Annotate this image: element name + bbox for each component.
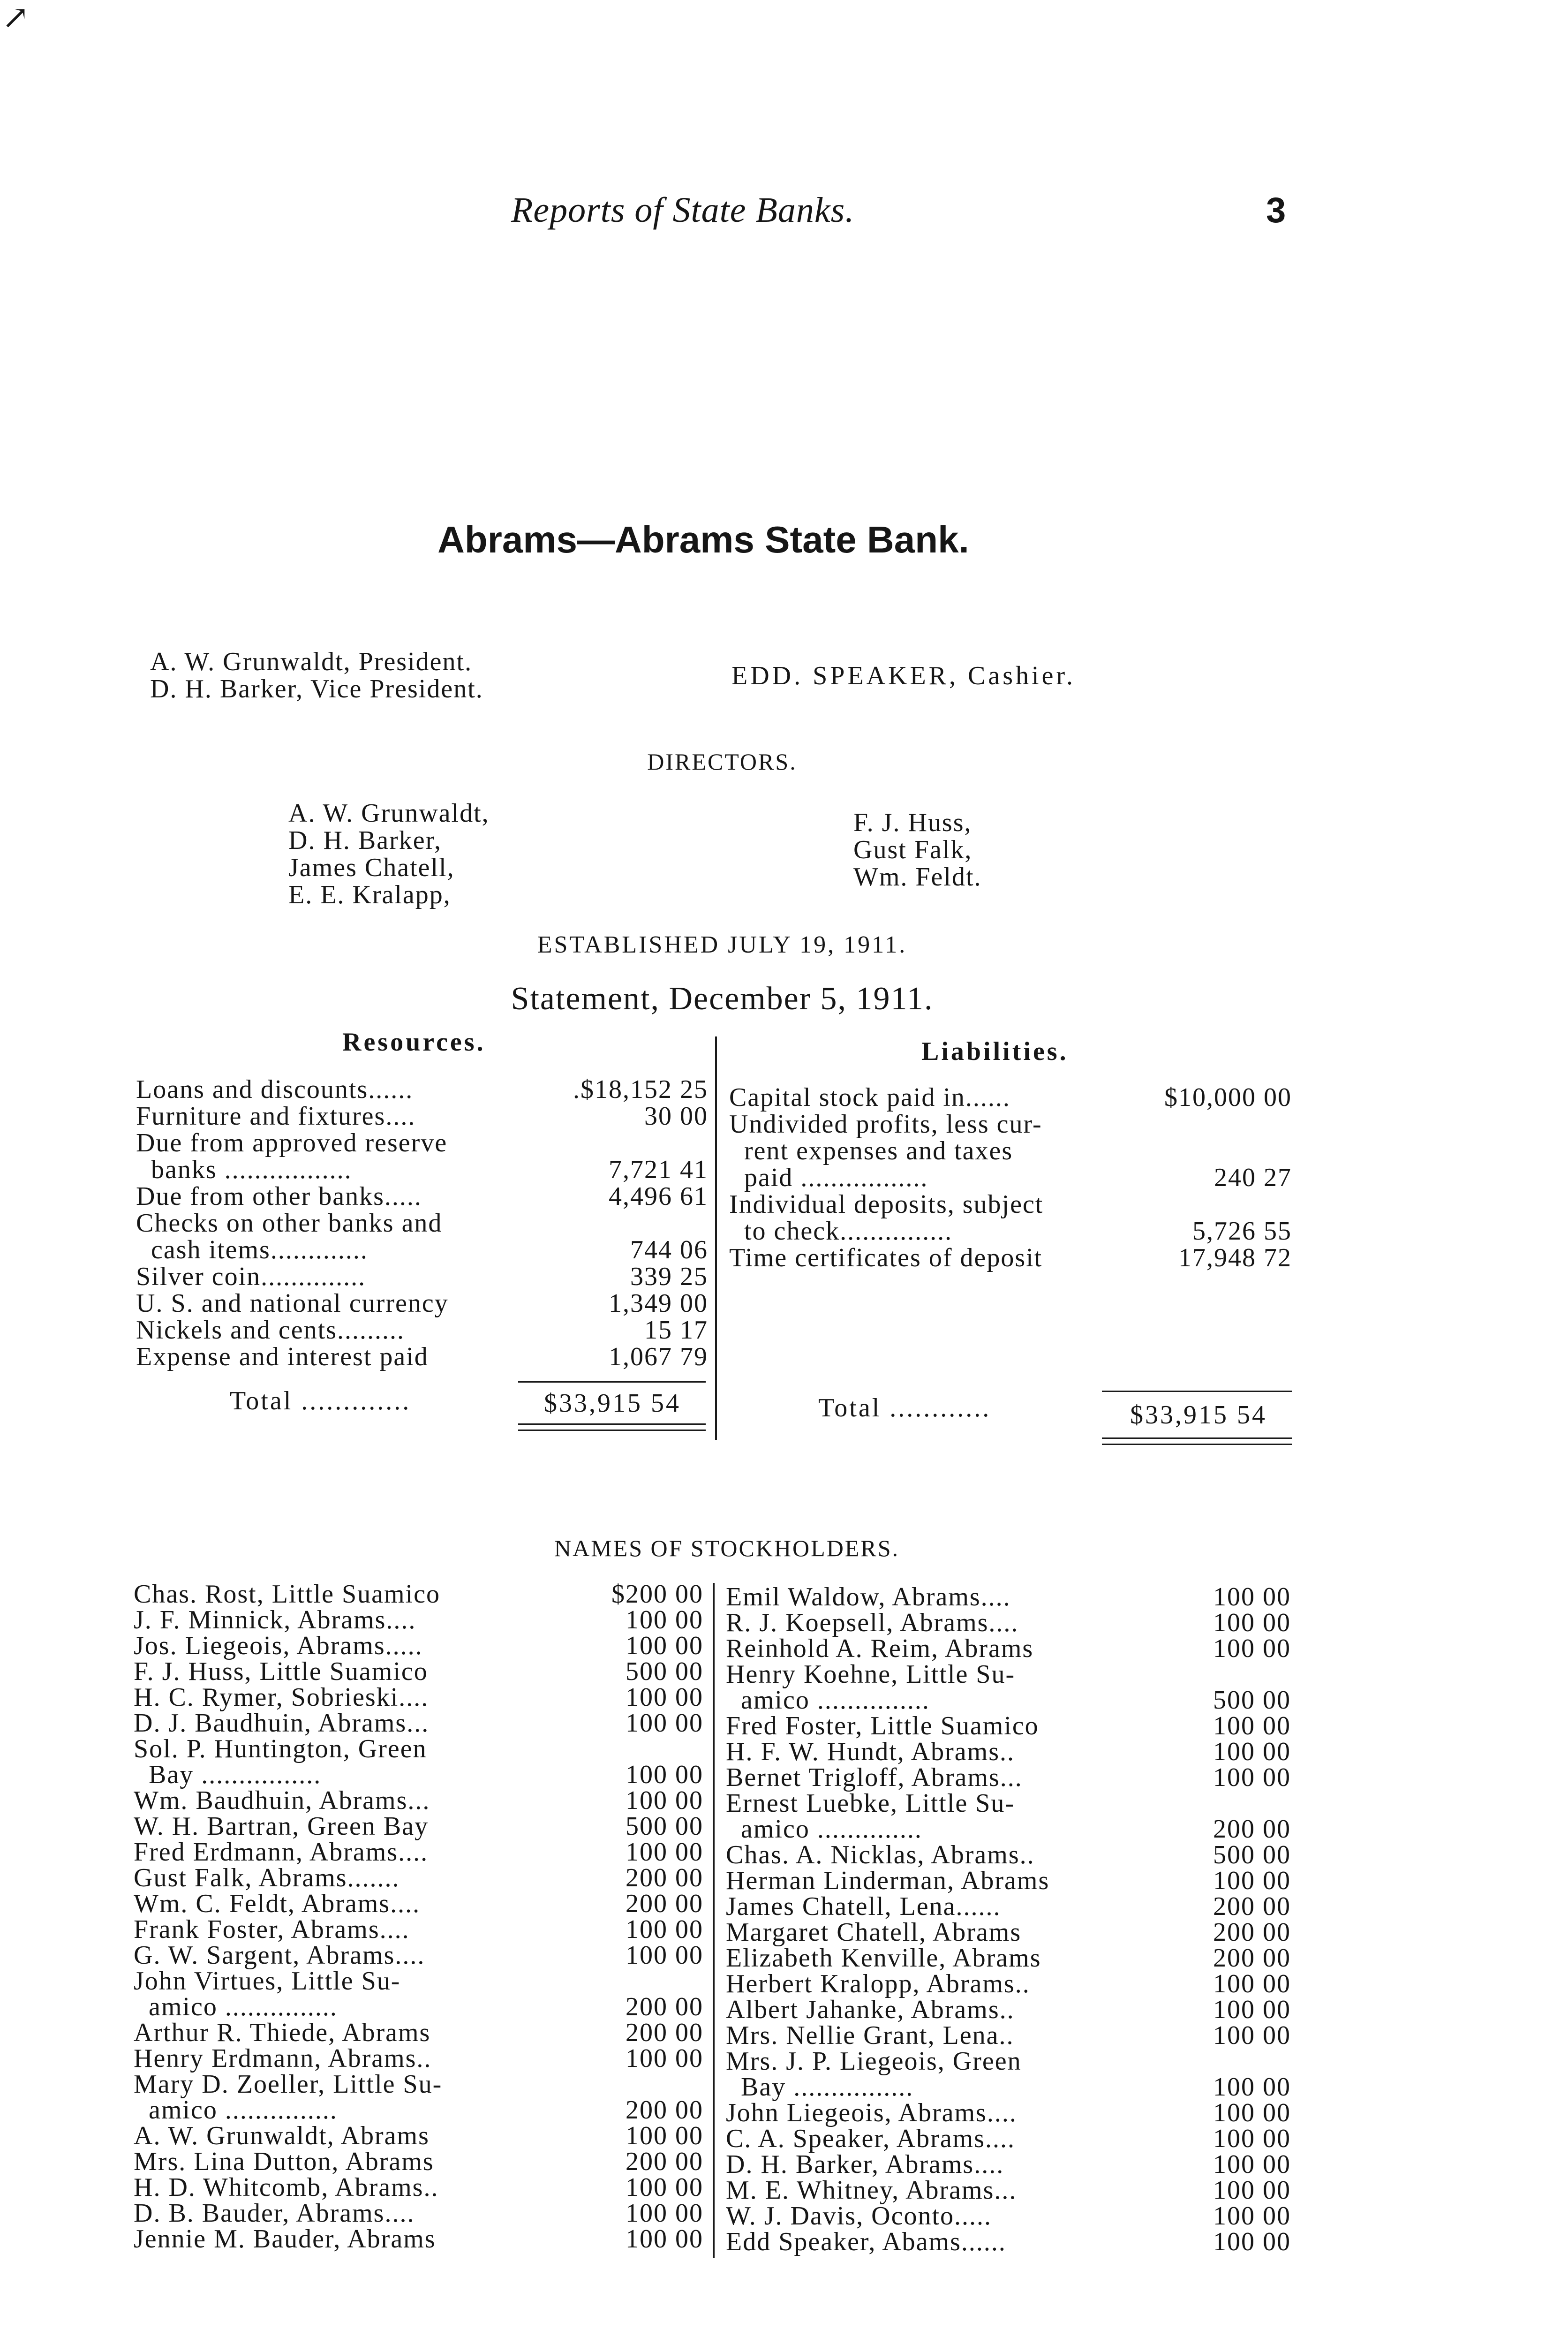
stockholder-name: Henry Koehne, Little Su- <box>726 1660 1016 1689</box>
statement-column-divider <box>715 1036 717 1440</box>
resource-label: Nickels and cents......... <box>136 1316 405 1345</box>
officer-vice-president: D. H. Barker, Vice President. <box>150 674 483 704</box>
resources-total-rule-top <box>518 1381 706 1383</box>
stockholder-row <box>134 1839 703 1865</box>
stockholder-name: Wm. C. Feldt, Abrams.... <box>134 1889 421 1918</box>
resource-label: Loans and discounts...... <box>136 1075 414 1104</box>
stockholder-row <box>726 2074 1291 2100</box>
stockholder-amount: 100 00 <box>1213 2124 1291 2153</box>
stockholder-row <box>134 1943 703 1968</box>
liabilities-total-double-rule <box>1102 1444 1292 1445</box>
resources-total: $33,915 54 <box>544 1389 681 1418</box>
director-name: A. W. Grunwaldt, <box>288 799 490 828</box>
stockholder-name: H. D. Whitcomb, Abrams.. <box>134 2173 439 2202</box>
stockholder-name: Reinhold A. Reim, Abrams <box>726 1634 1034 1663</box>
resources-heading: Resources. <box>342 1028 486 1057</box>
stockholder-name: John Liegeois, Abrams.... <box>726 2098 1017 2127</box>
stockholder-amount: 100 00 <box>1213 2227 1291 2256</box>
stockholder-amount: 100 00 <box>1213 2021 1291 2050</box>
liability-amount: 17,948 72 <box>1178 1243 1292 1272</box>
stockholder-name: Emil Waldow, Abrams.... <box>726 1582 1011 1611</box>
stockholder-name: Herbert Kralopp, Abrams.. <box>726 1969 1030 1998</box>
resource-amount: 339 25 <box>630 1262 708 1291</box>
resource-label: cash items............. <box>136 1235 368 1264</box>
stockholder-row <box>726 1842 1291 1868</box>
stockholder-row <box>726 2203 1291 2229</box>
stockholders-heading: NAMES OF STOCKHOLDERS. <box>554 1535 900 1561</box>
stockholder-row <box>726 1920 1291 1945</box>
stockholder-row <box>726 1997 1291 2023</box>
stockholder-amount: $200 00 <box>611 1580 703 1609</box>
stockholder-amount: 100 00 <box>1213 2176 1291 2205</box>
stockholder-amount: 100 00 <box>626 1786 703 1815</box>
stockholder-name: Fred Foster, Little Suamico <box>726 1711 1039 1740</box>
liabilities-total-label: Total ............ <box>818 1393 991 1422</box>
liabilities-heading: Liabilities. <box>921 1037 1069 1066</box>
stockholder-amount: 200 00 <box>1213 1918 1291 1947</box>
established-date: ESTABLISHED JULY 19, 1911. <box>537 931 907 958</box>
stockholder-name: Herman Linderman, Abrams <box>726 1866 1050 1895</box>
stockholder-row <box>726 2152 1291 2178</box>
resource-label: Due from approved reserve <box>136 1128 448 1157</box>
liability-row <box>729 1084 1292 1111</box>
stockholders-column-divider <box>713 1583 715 2258</box>
stockholder-amount: 100 00 <box>1213 1995 1291 2024</box>
stockholder-amount: 200 00 <box>626 2018 703 2047</box>
resource-row <box>136 1130 708 1157</box>
stockholder-name: Bay ................ <box>726 2073 914 2102</box>
liabilities-total-double-rule <box>1102 1437 1292 1439</box>
resource-row <box>136 1290 708 1317</box>
stockholder-row <box>726 1971 1291 1997</box>
stockholder-amount: 100 00 <box>1213 1969 1291 1998</box>
resource-row <box>136 1210 708 1237</box>
directors-right-column <box>853 809 982 891</box>
stockholder-row <box>726 1868 1291 1894</box>
stockholder-name: Fred Erdmann, Abrams.... <box>134 1838 429 1867</box>
stockholder-amount: 200 00 <box>626 2147 703 2176</box>
stockholder-name: Chas. Rost, Little Suamico <box>134 1580 440 1609</box>
liabilities-total: $33,915 54 <box>1130 1400 1267 1430</box>
stockholder-amount: 200 00 <box>1213 1815 1291 1844</box>
resource-amount: 30 00 <box>644 1102 708 1131</box>
stockholder-name: H. F. W. Hundt, Abrams.. <box>726 1737 1015 1766</box>
resource-row <box>136 1183 708 1210</box>
stockholder-name: Chas. A. Nicklas, Abrams.. <box>726 1840 1035 1869</box>
stockholders-left-list <box>134 1581 703 2252</box>
stockholder-row <box>726 1816 1291 1842</box>
stockholder-amount: 500 00 <box>626 1812 703 1841</box>
stockholder-row <box>134 2226 703 2252</box>
liability-label: Capital stock paid in...... <box>729 1083 1010 1112</box>
resource-row <box>136 1263 708 1290</box>
stockholder-name: Bernet Trigloff, Abrams... <box>726 1763 1023 1792</box>
resources-total-double-rule <box>518 1430 706 1431</box>
stockholder-row <box>726 2229 1291 2255</box>
resource-amount: 1,349 00 <box>609 1289 708 1318</box>
director-name: Gust Falk, <box>853 835 972 864</box>
resource-label: Expense and interest paid <box>136 1342 429 1371</box>
resource-amount: 1,067 79 <box>609 1342 708 1371</box>
resource-row <box>136 1157 708 1183</box>
stockholder-row <box>726 1636 1291 1662</box>
director-name: James Chatell, <box>288 853 455 882</box>
stockholder-row <box>726 2178 1291 2203</box>
stockholder-name: Gust Falk, Abrams....... <box>134 1863 400 1892</box>
resource-amount: 4,496 61 <box>609 1182 708 1211</box>
stockholder-amount: 500 00 <box>626 1657 703 1686</box>
liability-row <box>729 1191 1292 1218</box>
resource-amount: 15 17 <box>644 1316 708 1345</box>
stockholder-row <box>134 2123 703 2149</box>
officer-cashier: EDD. SPEAKER, Cashier. <box>731 661 1076 690</box>
stockholder-row <box>134 2020 703 2046</box>
liability-label: to check............... <box>729 1217 953 1246</box>
stockholder-row <box>134 2149 703 2175</box>
stockholder-row <box>726 2100 1291 2126</box>
stockholder-name: Elizabeth Kenville, Abrams <box>726 1944 1041 1973</box>
stockholder-amount: 200 00 <box>1213 1892 1291 1921</box>
stockholder-row <box>134 1607 703 1633</box>
liability-row <box>729 1111 1292 1138</box>
resource-label: Silver coin.............. <box>136 1262 366 1291</box>
stockholder-row <box>134 2201 703 2226</box>
stockholder-name: F. J. Huss, Little Suamico <box>134 1657 428 1686</box>
stockholder-amount: 100 00 <box>626 1760 703 1789</box>
stockholder-row <box>726 1739 1291 1765</box>
stockholder-amount: 100 00 <box>626 1941 703 1970</box>
stockholder-row <box>726 1945 1291 1971</box>
liability-label: Individual deposits, subject <box>729 1190 1044 1219</box>
stockholder-amount: 100 00 <box>1213 1866 1291 1895</box>
stockholder-name: Mary D. Zoeller, Little Su- <box>134 2070 443 2099</box>
statement-heading: Statement, December 5, 1911. <box>511 981 934 1017</box>
director-name: D. H. Barker, <box>288 826 442 855</box>
resource-label: Furniture and fixtures.... <box>136 1102 416 1131</box>
stockholder-amount: 100 00 <box>626 2121 703 2150</box>
page-corner-mark: ↗ <box>2 0 30 36</box>
stockholder-amount: 100 00 <box>1213 2201 1291 2231</box>
stockholder-row <box>134 1891 703 1917</box>
stockholder-name: Wm. Baudhuin, Abrams... <box>134 1786 430 1815</box>
liability-amount: 5,726 55 <box>1192 1217 1292 1246</box>
liability-amount: $10,000 00 <box>1164 1083 1292 1112</box>
stockholder-name: amico .............. <box>726 1815 922 1844</box>
stockholder-amount: 100 00 <box>1213 1763 1291 1792</box>
stockholder-row <box>726 1662 1291 1687</box>
stockholder-name: D. H. Barker, Abrams.... <box>726 2150 1004 2179</box>
stockholder-name: amico ............... <box>134 1992 338 2021</box>
stockholder-row <box>726 1765 1291 1791</box>
director-name: E. E. Kralapp, <box>288 880 451 909</box>
stockholders-right-list <box>726 1584 1291 2255</box>
liability-row <box>729 1218 1292 1245</box>
stockholder-name: James Chatell, Lena...... <box>726 1892 1001 1921</box>
stockholder-amount: 100 00 <box>626 2173 703 2202</box>
stockholder-amount: 100 00 <box>626 2224 703 2254</box>
resource-label: Due from other banks..... <box>136 1182 422 1211</box>
stockholder-row <box>726 1584 1291 1610</box>
stockholder-name: R. J. Koepsell, Abrams.... <box>726 1608 1019 1637</box>
stockholder-row <box>134 1710 703 1736</box>
stockholder-row <box>134 1736 703 1762</box>
bank-title: Abrams—Abrams State Bank. <box>437 519 969 560</box>
stockholder-row <box>726 2023 1291 2049</box>
stockholder-amount: 100 00 <box>1213 1711 1291 1740</box>
stockholder-name: Margaret Chatell, Abrams <box>726 1918 1022 1947</box>
liabilities-total-rule-top <box>1102 1391 1292 1392</box>
resources-list <box>136 1076 708 1370</box>
stockholder-name: Mrs. Nellie Grant, Lena.. <box>726 2021 1014 2050</box>
stockholder-amount: 200 00 <box>626 2095 703 2125</box>
page-number: 3 <box>1266 190 1286 230</box>
stockholder-amount: 500 00 <box>1213 1686 1291 1715</box>
director-name: F. J. Huss, <box>853 808 972 837</box>
resource-row <box>136 1344 708 1370</box>
stockholder-name: Frank Foster, Abrams.... <box>134 1915 410 1944</box>
stockholder-row <box>134 1788 703 1814</box>
officer-president: A. W. Grunwaldt, President. <box>150 647 473 676</box>
stockholder-name: A. W. Grunwaldt, Abrams <box>134 2121 430 2150</box>
stockholder-amount: 100 00 <box>626 1838 703 1867</box>
stockholder-row <box>726 1894 1291 1920</box>
stockholder-row <box>134 2175 703 2201</box>
resources-total-label: Total ............. <box>230 1386 411 1415</box>
stockholder-name: C. A. Speaker, Abrams.... <box>726 2124 1016 2153</box>
director-name: Wm. Feldt. <box>853 862 982 892</box>
stockholder-amount: 100 00 <box>626 2044 703 2073</box>
directors-heading: DIRECTORS. <box>647 749 797 775</box>
stockholder-amount: 100 00 <box>626 1709 703 1738</box>
stockholder-amount: 100 00 <box>626 2199 703 2228</box>
resource-label: banks ................. <box>136 1155 352 1184</box>
stockholder-name: Jennie M. Bauder, Abrams <box>134 2224 436 2254</box>
stockholder-amount: 200 00 <box>626 1992 703 2021</box>
resource-amount: .$18,152 25 <box>573 1075 708 1104</box>
resource-label: Checks on other banks and <box>136 1209 443 1238</box>
stockholder-row <box>726 1791 1291 1816</box>
stockholder-name: D. B. Bauder, Abrams.... <box>134 2199 415 2228</box>
resource-label: U. S. and national currency <box>136 1289 449 1318</box>
stockholder-row <box>134 1994 703 2020</box>
stockholder-row <box>134 1762 703 1788</box>
directors-left-column <box>288 800 490 908</box>
stockholder-row <box>134 1814 703 1839</box>
stockholder-name: H. C. Rymer, Sobrieski.... <box>134 1683 429 1712</box>
liability-label: Time certificates of deposit <box>729 1243 1043 1272</box>
resource-amount: 7,721 41 <box>609 1155 708 1184</box>
stockholder-name: W. H. Bartran, Green Bay <box>134 1812 429 1841</box>
liabilities-list <box>729 1084 1292 1271</box>
stockholder-name: Henry Erdmann, Abrams.. <box>134 2044 432 2073</box>
stockholder-name: amico ............... <box>134 2095 338 2125</box>
stockholder-amount: 200 00 <box>1213 1944 1291 1973</box>
stockholder-amount: 100 00 <box>1213 2098 1291 2127</box>
stockholder-amount: 100 00 <box>1213 1582 1291 1611</box>
stockholder-name: Mrs. J. P. Liegeois, Green <box>726 2047 1022 2076</box>
stockholder-row <box>726 1687 1291 1713</box>
stockholder-row <box>726 2049 1291 2074</box>
resource-amount: 744 06 <box>630 1235 708 1264</box>
stockholder-amount: 100 00 <box>1213 1737 1291 1766</box>
stockholder-name: amico ............... <box>726 1686 930 1715</box>
stockholder-name: Albert Jahanke, Abrams.. <box>726 1995 1015 2024</box>
stockholder-amount: 100 00 <box>626 1915 703 1944</box>
stockholder-amount: 500 00 <box>1213 1840 1291 1869</box>
resource-row <box>136 1237 708 1263</box>
stockholder-row <box>134 2072 703 2097</box>
stockholder-amount: 100 00 <box>1213 1608 1291 1637</box>
stockholder-name: J. F. Minnick, Abrams.... <box>134 1605 416 1634</box>
stockholder-name: W. J. Davis, Oconto..... <box>726 2201 992 2231</box>
stockholder-name: Edd Speaker, Abams...... <box>726 2227 1006 2256</box>
stockholder-row <box>134 1581 703 1607</box>
stockholder-amount: 100 00 <box>626 1683 703 1712</box>
running-header-title: Reports of State Banks. <box>511 190 855 230</box>
stockholder-name: Sol. P. Huntington, Green <box>134 1734 427 1763</box>
resource-row <box>136 1076 708 1103</box>
liability-amount: 240 27 <box>1214 1163 1292 1192</box>
stockholder-name: Arthur R. Thiede, Abrams <box>134 2018 431 2047</box>
stockholder-row <box>134 1685 703 1710</box>
stockholder-name: Ernest Luebke, Little Su- <box>726 1789 1015 1818</box>
stockholder-name: Mrs. Lina Dutton, Abrams <box>134 2147 434 2176</box>
stockholder-row <box>134 1917 703 1943</box>
stockholder-row <box>726 2126 1291 2152</box>
officers-left <box>150 648 483 703</box>
liability-label: Undivided profits, less cur- <box>729 1110 1042 1139</box>
stockholder-amount: 200 00 <box>626 1863 703 1892</box>
stockholder-row <box>134 1865 703 1891</box>
stockholder-name: Bay ................ <box>134 1760 322 1789</box>
resource-row <box>136 1103 708 1130</box>
stockholder-name: M. E. Whitney, Abrams... <box>726 2176 1017 2205</box>
stockholder-amount: 100 00 <box>1213 2073 1291 2102</box>
stockholder-row <box>134 2046 703 2072</box>
liability-row <box>729 1245 1292 1271</box>
stockholder-name: Jos. Liegeois, Abrams..... <box>134 1631 423 1660</box>
stockholder-amount: 100 00 <box>1213 1634 1291 1663</box>
stockholder-row <box>134 1968 703 1994</box>
resources-total-double-rule <box>518 1423 706 1425</box>
stockholder-name: John Virtues, Little Su- <box>134 1967 401 1996</box>
stockholder-row <box>134 2097 703 2123</box>
stockholder-row <box>726 1713 1291 1739</box>
stockholder-amount: 100 00 <box>626 1605 703 1634</box>
stockholder-row <box>134 1659 703 1685</box>
stockholder-amount: 100 00 <box>626 1631 703 1660</box>
liability-label: rent expenses and taxes <box>729 1136 1013 1165</box>
stockholder-row <box>134 1633 703 1659</box>
liability-row <box>729 1138 1292 1165</box>
stockholder-amount: 200 00 <box>626 1889 703 1918</box>
stockholder-row <box>726 1610 1291 1636</box>
stockholder-name: D. J. Baudhuin, Abrams... <box>134 1709 430 1738</box>
stockholder-amount: 100 00 <box>1213 2150 1291 2179</box>
liability-row <box>729 1165 1292 1191</box>
liability-label: paid ................. <box>729 1163 928 1192</box>
resource-row <box>136 1317 708 1344</box>
stockholder-name: G. W. Sargent, Abrams.... <box>134 1941 425 1970</box>
